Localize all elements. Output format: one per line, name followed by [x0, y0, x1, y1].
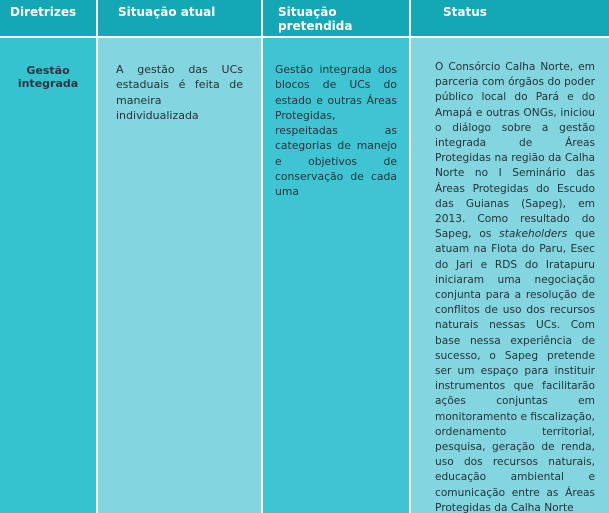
- table-header-row: [0, 0, 609, 36]
- column-divider: [409, 0, 411, 513]
- status-text-part2: que atuam na Flota do Paru, Esec do Jari e RDS do Iratapuru iniciaram uma negociação conjunta para a resolução de conflitos de uso dos recursos naturais nessas UCs. Com base nessa experiência de sucesso, o Sapeg pretende ser um espaço para instituir instrumentos que facilitarão ações conjuntas em monitoramento e fiscalização, ordenamento territorial, pesquisa, geração de renda, uso dos recursos naturais, educação ambiental e comunicação entre as Áreas Protegidas da Calha Norte: [435, 228, 595, 513]
- header-status: Status: [443, 5, 487, 19]
- cell-intended-situation: [263, 38, 409, 513]
- header-intended-situation: Situação pretendida: [278, 5, 353, 33]
- column-divider: [96, 0, 98, 513]
- header-divider: [0, 36, 609, 38]
- current-situation-text: A gestão das UCs estaduais é feita de maneira individualizada: [116, 63, 243, 122]
- header-current-situation: Situação atual: [118, 5, 216, 19]
- status-text: [435, 60, 595, 513]
- intended-situation-text: Gestão integrada dos blocos de UCs do estado e outras Áreas Protegidas, respeitadas as categorias de manejo e objetivos de conservação de cada uma: [275, 63, 397, 199]
- cell-current-situation: [98, 38, 261, 513]
- status-text-italic: stakeholders: [499, 228, 568, 241]
- status-text-part1: O Consórcio Calha Norte, em parceria com órgãos do poder público local do Pará e do Amapá e outras ONGs, iniciou o diálogo sobre a gestão integrada de Áreas Protegidas na região da Calha Norte no I Seminário das Áreas Protegidas do Escudo das Guianas (Sapeg), em 2013. Como resultado do Sapeg, os: [435, 61, 595, 241]
- column-divider: [261, 0, 263, 513]
- header-directives: Diretrizes: [10, 5, 77, 19]
- cell-directive: [0, 38, 96, 513]
- cell-status: [411, 38, 609, 513]
- directive-label: Gestão integrada: [17, 64, 79, 90]
